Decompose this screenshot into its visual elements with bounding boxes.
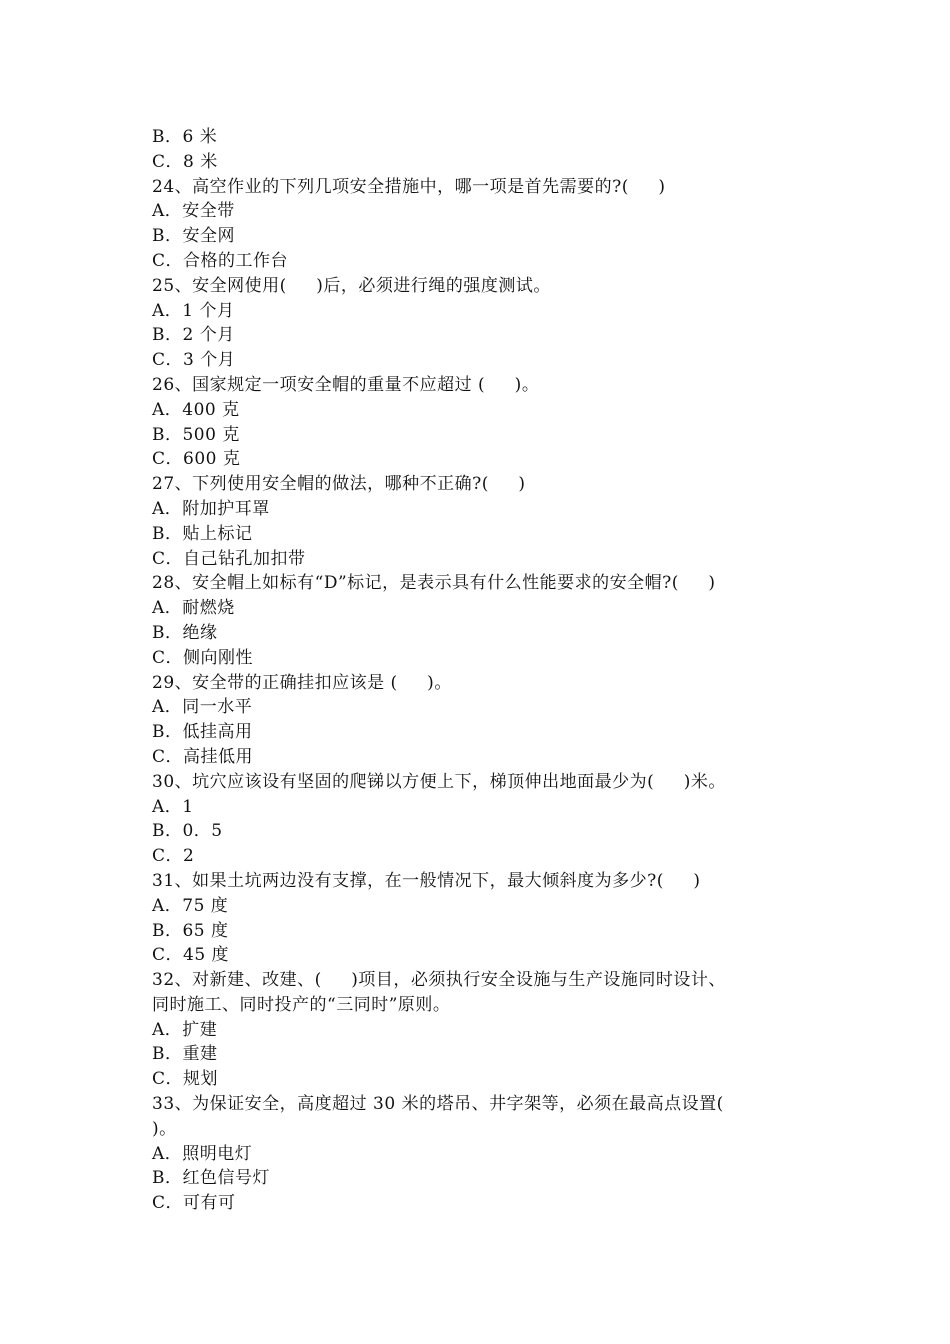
option-c: C．可有可: [152, 1193, 236, 1214]
option-a: A．扩建: [152, 1019, 218, 1040]
option-b: B．绝缘: [152, 622, 218, 643]
option-a: A．安全带: [152, 201, 235, 222]
option-a: A．1 个月: [152, 300, 235, 321]
question-33-continued: )。: [152, 1118, 177, 1139]
option-b: B．安全网: [152, 226, 235, 247]
option-c: C．高挂低用: [152, 746, 254, 767]
option-a: A．1: [152, 796, 194, 817]
option-b: B．重建: [152, 1044, 218, 1065]
question-27: 27、下列使用安全帽的做法，哪种不正确?( ): [152, 474, 526, 495]
option-c: C．侧向刚性: [152, 647, 254, 668]
option-c: C．8 米: [152, 151, 218, 172]
question-24: 24、高空作业的下列几项安全措施中，哪一项是首先需要的?( ): [152, 176, 666, 197]
option-b: B．低挂高用: [152, 722, 253, 743]
option-b: B．65 度: [152, 920, 229, 941]
question-text-block: [152, 125, 822, 1216]
question-26: 26、国家规定一项安全帽的重量不应超过 ( )。: [152, 374, 540, 395]
question-33: 33、为保证安全，高度超过 30 米的塔吊、井字架等，必须在最高点设置(: [152, 1094, 724, 1115]
option-b: B．2 个月: [152, 325, 235, 346]
question-28: 28、安全帽上如标有“D”标记，是表示具有什么性能要求的安全帽?( ): [152, 573, 716, 594]
option-b: B．贴上标记: [152, 523, 253, 544]
option-c: C．600 克: [152, 449, 241, 470]
option-b: B．红色信号灯: [152, 1168, 270, 1189]
option-a: A．耐燃烧: [152, 598, 235, 619]
option-b: B．0．5: [152, 821, 223, 842]
question-29: 29、安全带的正确挂扣应该是 ( )。: [152, 672, 452, 693]
question-32: 32、对新建、改建、( )项目，必须执行安全设施与生产设施同时设计、: [152, 970, 726, 991]
option-c: C．规划: [152, 1069, 219, 1090]
option-a: A．400 克: [152, 399, 240, 420]
option-c: C．2: [152, 846, 195, 867]
question-31: 31、如果土坑两边没有支撑，在一般情况下，最大倾斜度为多少?( ): [152, 870, 701, 891]
option-b: B．500 克: [152, 424, 240, 445]
option-c: C．自己钻孔加扣带: [152, 548, 306, 569]
question-30: 30、坑穴应该设有坚固的爬锑以方便上下，梯顶伸出地面最少为( )米。: [152, 771, 726, 792]
option-c: C．3 个月: [152, 350, 236, 371]
option-a: A．附加护耳罩: [152, 498, 270, 519]
option-b: B．6 米: [152, 127, 218, 147]
question-25: 25、安全网使用( )后，必须进行绳的强度测试。: [152, 275, 551, 296]
option-c: C．45 度: [152, 945, 230, 966]
question-32-continued: 同时施工、同时投产的“三同时”原则。: [152, 994, 451, 1015]
option-a: A．同一水平: [152, 697, 253, 718]
option-a: A．75 度: [152, 895, 229, 916]
option-a: A．照明电灯: [152, 1143, 253, 1164]
option-c: C．合格的工作台: [152, 250, 289, 271]
